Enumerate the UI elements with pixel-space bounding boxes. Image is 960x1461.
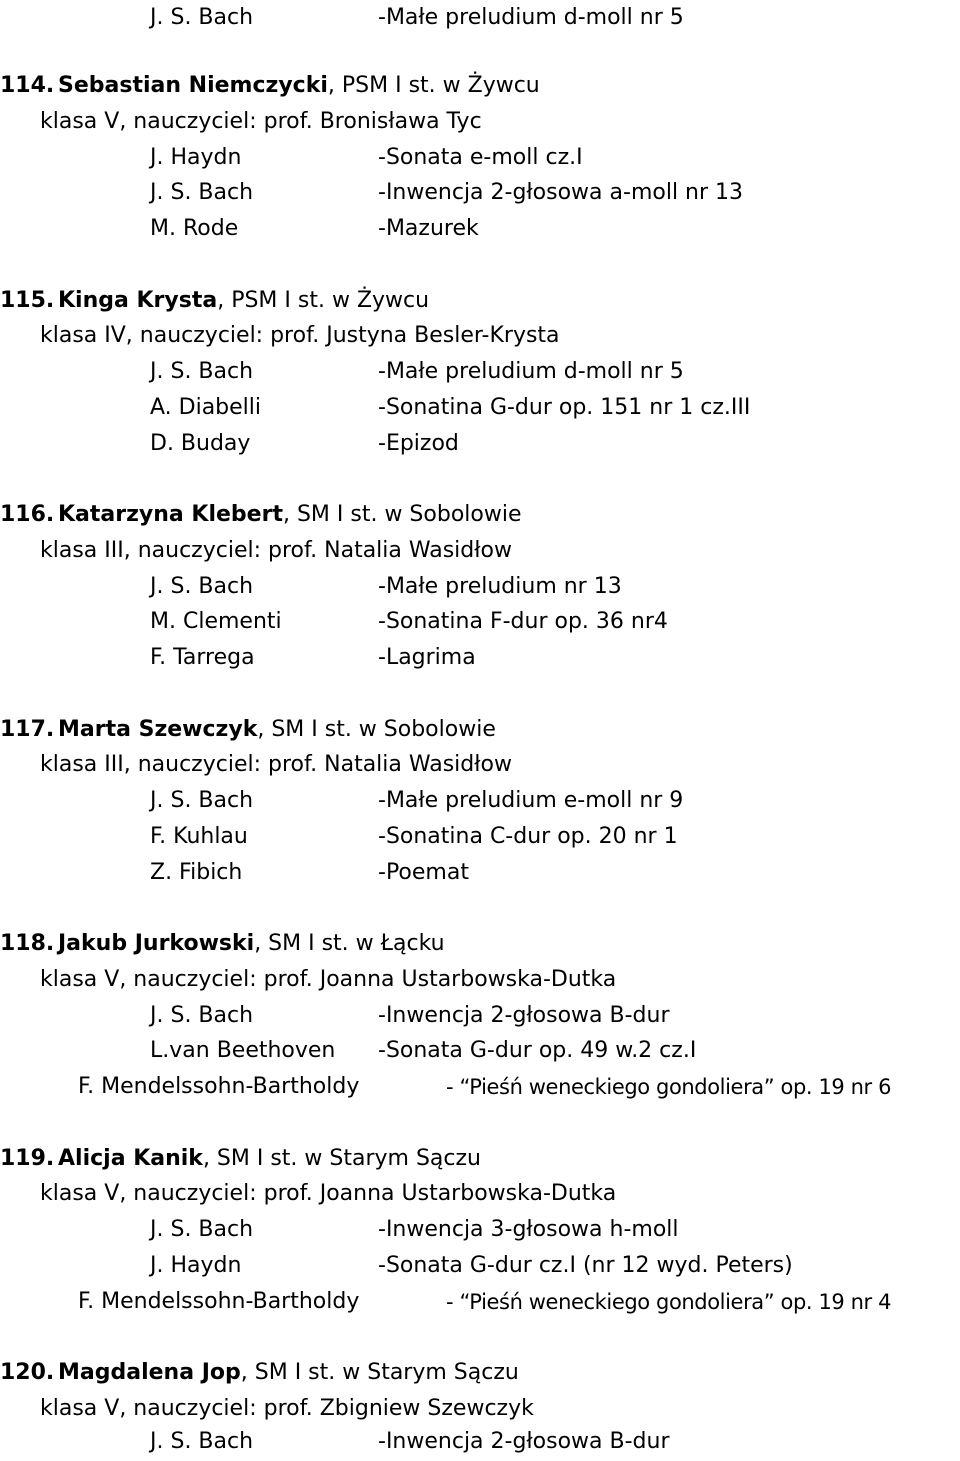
- piece-composer: J. Haydn: [150, 1253, 242, 1278]
- piece-title: -Inwencja 2-głosowa B-dur: [378, 1003, 670, 1028]
- piece-composer: J. S. Bach: [150, 1429, 254, 1454]
- teacher-text: klasa V, nauczyciel: prof. Joanna Ustarbowska-Dutka: [40, 1181, 617, 1206]
- piece-composer: F. Mendelssohn-Bartholdy: [78, 1289, 360, 1314]
- piece-composer: L.van Beethoven: [150, 1038, 336, 1063]
- piece-composer: F. Tarrega: [150, 645, 255, 670]
- piece-composer: J. S. Bach: [150, 5, 254, 30]
- school-name: , SM I st. w Sobolowie: [282, 502, 522, 527]
- piece-composer: J. S. Bach: [150, 1003, 254, 1028]
- participant-line: [58, 1355, 519, 1391]
- participant-line: [58, 926, 445, 962]
- entry-number: 119.: [0, 1146, 55, 1171]
- piece-title: -Lagrima: [378, 645, 476, 670]
- entry-number: 118.: [0, 931, 55, 956]
- piece-composer: F. Kuhlau: [150, 824, 248, 849]
- teacher-text: klasa III, nauczyciel: prof. Natalia Wasidłow: [40, 538, 512, 563]
- piece-composer: J. S. Bach: [150, 574, 254, 599]
- entry-number: 114.: [0, 73, 55, 98]
- school-name: , SM I st. w Starym Sączu: [240, 1360, 519, 1385]
- piece-composer: J. S. Bach: [150, 359, 254, 384]
- participant-name: Sebastian Niemczycki: [58, 73, 328, 98]
- entry-number: 115.: [0, 288, 55, 313]
- piece-composer: M. Rode: [150, 216, 239, 241]
- teacher-text: klasa III, nauczyciel: prof. Natalia Wasidłow: [40, 752, 512, 777]
- piece-title: - “Pieśń weneckiego gondoliera” op. 19 nr 4: [446, 1290, 892, 1314]
- participant-line: [58, 1141, 481, 1177]
- piece-composer: J. S. Bach: [150, 788, 254, 813]
- teacher-text: klasa V, nauczyciel: prof. Bronisława Tyc: [40, 109, 482, 134]
- participant-name: Kinga Krysta: [58, 288, 218, 313]
- piece-composer: D. Buday: [150, 431, 251, 456]
- piece-composer: F. Mendelssohn-Bartholdy: [78, 1074, 360, 1099]
- participant-name: Katarzyna Klebert: [58, 502, 283, 527]
- piece-title: -Sonata G-dur op. 49 w.2 cz.I: [378, 1038, 697, 1063]
- piece-composer: Z. Fibich: [150, 860, 243, 885]
- piece-title: -Małe preludium e-moll nr 9: [378, 788, 684, 813]
- teacher-text: klasa V, nauczyciel: prof. Joanna Ustarbowska-Dutka: [40, 967, 617, 992]
- piece-title: -Małe preludium d-moll nr 5: [378, 5, 684, 30]
- piece-title: -Sonata e-moll cz.I: [378, 145, 583, 170]
- school-name: , SM I st. w Starym Sączu: [202, 1146, 481, 1171]
- piece-composer: M. Clementi: [150, 609, 282, 634]
- entry-number: 120.: [0, 1360, 55, 1385]
- participant-name: Jakub Jurkowski: [58, 931, 255, 956]
- piece-composer: J. Haydn: [150, 145, 242, 170]
- participant-name: Marta Szewczyk: [58, 717, 258, 742]
- school-name: , SM I st. w Sobolowie: [257, 717, 496, 742]
- school-name: , PSM I st. w Żywcu: [327, 73, 540, 98]
- piece-title: -Sonata G-dur cz.I (nr 12 wyd. Peters): [378, 1253, 793, 1278]
- piece-title: -Inwencja 2-głosowa a-moll nr 13: [378, 180, 744, 205]
- school-name: , PSM I st. w Żywcu: [217, 288, 430, 313]
- teacher-text: klasa IV, nauczyciel: prof. Justyna Besler-Krysta: [40, 323, 560, 348]
- piece-title: -Sonatina C-dur op. 20 nr 1: [378, 824, 678, 849]
- piece-composer: J. S. Bach: [150, 180, 254, 205]
- participant-line: [58, 68, 540, 104]
- piece-title: -Sonatina F-dur op. 36 nr4: [378, 609, 668, 634]
- entry-number: 116.: [0, 502, 55, 527]
- participant-name: Magdalena Jop: [58, 1360, 241, 1385]
- piece-title: -Inwencja 3-głosowa h-moll: [378, 1217, 679, 1242]
- participant-line: [58, 283, 429, 319]
- piece-title: -Małe preludium nr 13: [378, 574, 622, 599]
- teacher-text: klasa V, nauczyciel: prof. Zbigniew Szewczyk: [40, 1396, 534, 1421]
- piece-title: - “Pieśń weneckiego gondoliera” op. 19 nr 6: [446, 1075, 892, 1099]
- piece-title: -Mazurek: [378, 216, 479, 241]
- piece-title: -Epizod: [378, 431, 459, 456]
- participant-line: [58, 712, 496, 748]
- piece-title: -Poemat: [378, 860, 469, 885]
- piece-title: -Inwencja 2-głosowa B-dur: [378, 1429, 670, 1454]
- piece-title: -Sonatina G-dur op. 151 nr 1 cz.III: [378, 395, 751, 420]
- participant-name: Alicja Kanik: [58, 1146, 203, 1171]
- school-name: , SM I st. w Łącku: [254, 931, 445, 956]
- participant-line: [58, 497, 522, 533]
- piece-composer: J. S. Bach: [150, 1217, 254, 1242]
- piece-title: -Małe preludium d-moll nr 5: [378, 359, 684, 384]
- entry-number: 117.: [0, 717, 55, 742]
- piece-composer: A. Diabelli: [150, 395, 262, 420]
